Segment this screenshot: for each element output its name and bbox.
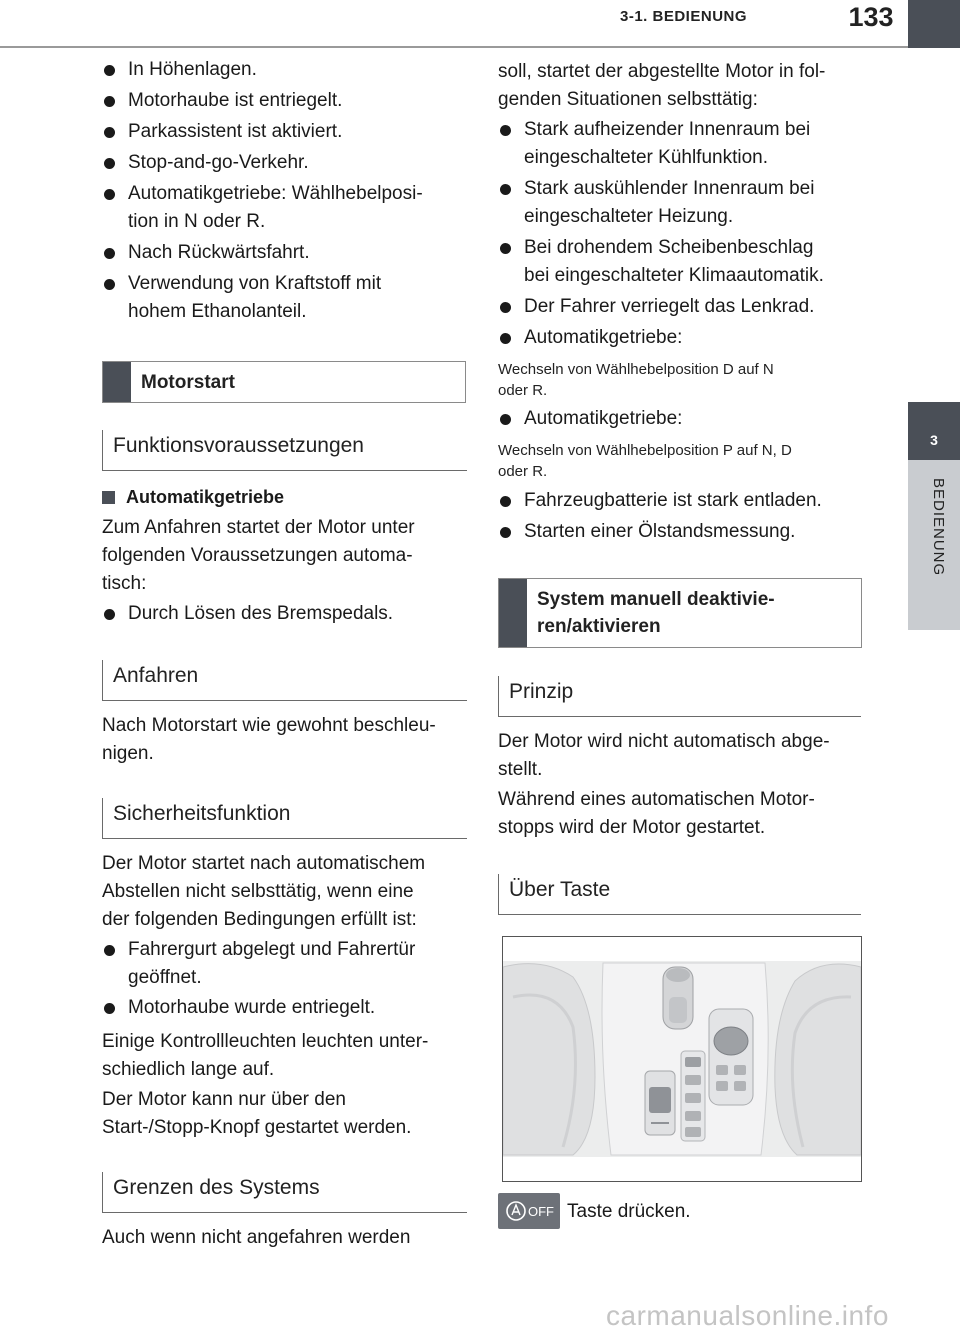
heading-text: System manuell deaktivie- ren/aktivieren	[537, 589, 775, 637]
subheading-text: Sicherheitsfunktion	[113, 802, 291, 825]
bullet-icon	[104, 189, 115, 200]
watermark-text: carmanualsonline.info	[606, 1300, 889, 1331]
bullet-icon	[104, 158, 115, 169]
bullet-icon	[104, 127, 115, 138]
list-item: Stop-and-go-Verkehr.	[102, 149, 468, 177]
paragraph: Der Motor wird nicht automatisch abge- stellt.	[498, 731, 830, 780]
bullet-icon	[104, 279, 115, 290]
chapter-label: BEDIENUNG	[930, 478, 947, 577]
heading-text: Motorstart	[141, 372, 235, 393]
list-item: Durch Lösen des Bremspedals.	[102, 600, 494, 628]
bullet-icon	[104, 96, 115, 107]
bullet-icon	[500, 243, 511, 254]
side-tab-top-block	[908, 0, 960, 48]
subheading-text: Funktionsvoraussetzungen	[113, 434, 364, 457]
heading-system-deaktivieren	[498, 578, 862, 648]
subheading-text: Prinzip	[509, 680, 574, 703]
list-group	[498, 116, 864, 352]
auto-start-stop-icon	[498, 1193, 560, 1229]
subheading-text: Anfahren	[113, 664, 199, 687]
bullet-icon	[500, 184, 511, 195]
heading-bar	[103, 362, 131, 402]
page-number: 133	[848, 2, 894, 32]
list-item: Stark aufheizender Innenraum bei eingeschalteter Kühlfunktion.	[498, 116, 864, 172]
heading-motorstart	[102, 361, 466, 403]
button-icon-label: OFF	[528, 1204, 554, 1219]
center-console-illustration	[502, 936, 862, 1182]
subheading-anfahren	[102, 660, 467, 701]
bullet-icon	[500, 333, 511, 344]
list-item: Der Fahrer verriegelt das Lenkrad.	[498, 293, 864, 321]
auto-start-stop-off-button-icon	[498, 1193, 560, 1229]
note-text: Wechseln von Wählhebelposition D auf N oder R.	[498, 361, 774, 399]
section-title: 3-1. BEDIENUNG	[620, 8, 748, 25]
list-item: Verwendung von Kraftstoff mit hohem Ethanolanteil.	[102, 270, 468, 326]
list-item: Stark auskühlender Innenraum bei eingeschalteter Heizung.	[498, 175, 864, 231]
list-item: Automatikgetriebe: Wählhebelposi- tion in N oder R.	[102, 180, 468, 236]
note-text: Wechseln von Wählhebelposition P auf N, D oder R.	[498, 442, 792, 480]
paragraph: Der Motor kann nur über den Start-/Stopp-Knopf gestartet werden.	[102, 1089, 412, 1138]
list-item: Motorhaube wurde entriegelt.	[102, 994, 494, 1022]
list-item: Bei drohendem Scheibenbeschlag bei eingeschalteter Klimaautomatik.	[498, 234, 864, 290]
chapter-side-tab	[908, 0, 960, 1338]
bullet-icon	[104, 65, 115, 76]
bullet-icon	[104, 248, 115, 259]
list-item: Fahrzeugbatterie ist stark entladen.	[498, 487, 890, 515]
bullet-icon	[500, 302, 511, 313]
paragraph: Auch wenn nicht angefahren werden	[102, 1227, 411, 1248]
left-column	[102, 56, 468, 326]
subheading-prinzip	[498, 676, 861, 717]
subheading-funktionsvoraussetzungen	[102, 430, 467, 471]
list-item: Motorhaube ist entriegelt.	[102, 87, 468, 115]
header-rule	[0, 46, 908, 48]
bullet-icon	[104, 945, 115, 956]
bullet-icon	[500, 496, 511, 507]
heading-bar	[499, 579, 527, 647]
list-item: Parkassistent ist aktiviert.	[102, 118, 468, 146]
subsection-automatikgetriebe: Automatikgetriebe	[102, 484, 492, 510]
subheading-grenzen	[102, 1172, 467, 1213]
bullet-icon	[500, 125, 511, 136]
subheading-ueber-taste	[498, 874, 861, 915]
paragraph: Einige Kontrollleuchten leuchten unter- schiedlich lange auf.	[102, 1031, 429, 1080]
list-item: In Höhenlagen.	[102, 56, 468, 84]
square-bullet-icon	[102, 491, 115, 504]
console-drawing	[503, 937, 861, 1181]
list-item: Automatikgetriebe:	[498, 405, 890, 433]
paragraph: Während eines automatischen Motor- stopps wird der Motor gestartet.	[498, 789, 815, 838]
bullet-icon	[500, 527, 511, 538]
paragraph: Der Motor startet nach automatischem Abstellen nicht selbsttätig, wenn eine der folgenden Bedingungen erfüllt ist:	[102, 853, 426, 930]
bullet-icon	[104, 1003, 115, 1014]
subheading-text: Über Taste	[509, 878, 611, 901]
list-item: Starten einer Ölstandsmessung.	[498, 518, 890, 546]
paragraph: Zum Anfahren startet der Motor unter folgenden Voraussetzungen automa- tisch:	[102, 517, 415, 594]
list-item: Automatikgetriebe:	[498, 324, 864, 352]
instruction-text: Taste drücken.	[567, 1201, 691, 1222]
list-item: Fahrergurt abgelegt und Fahrertür geöffnet.	[102, 936, 494, 992]
list-item: Nach Rückwärtsfahrt.	[102, 239, 468, 267]
paragraph: Nach Motorstart wie gewohnt beschleu- nigen.	[102, 715, 436, 764]
bullet-icon	[500, 414, 511, 425]
subheading-sicherheitsfunktion	[102, 798, 467, 839]
paragraph: soll, startet der abgestellte Motor in fol- genden Situationen selbsttätig:	[498, 61, 826, 110]
subheading-text: Grenzen des Systems	[113, 1176, 320, 1199]
chapter-number: 3	[908, 402, 960, 460]
bullet-icon	[104, 609, 115, 620]
